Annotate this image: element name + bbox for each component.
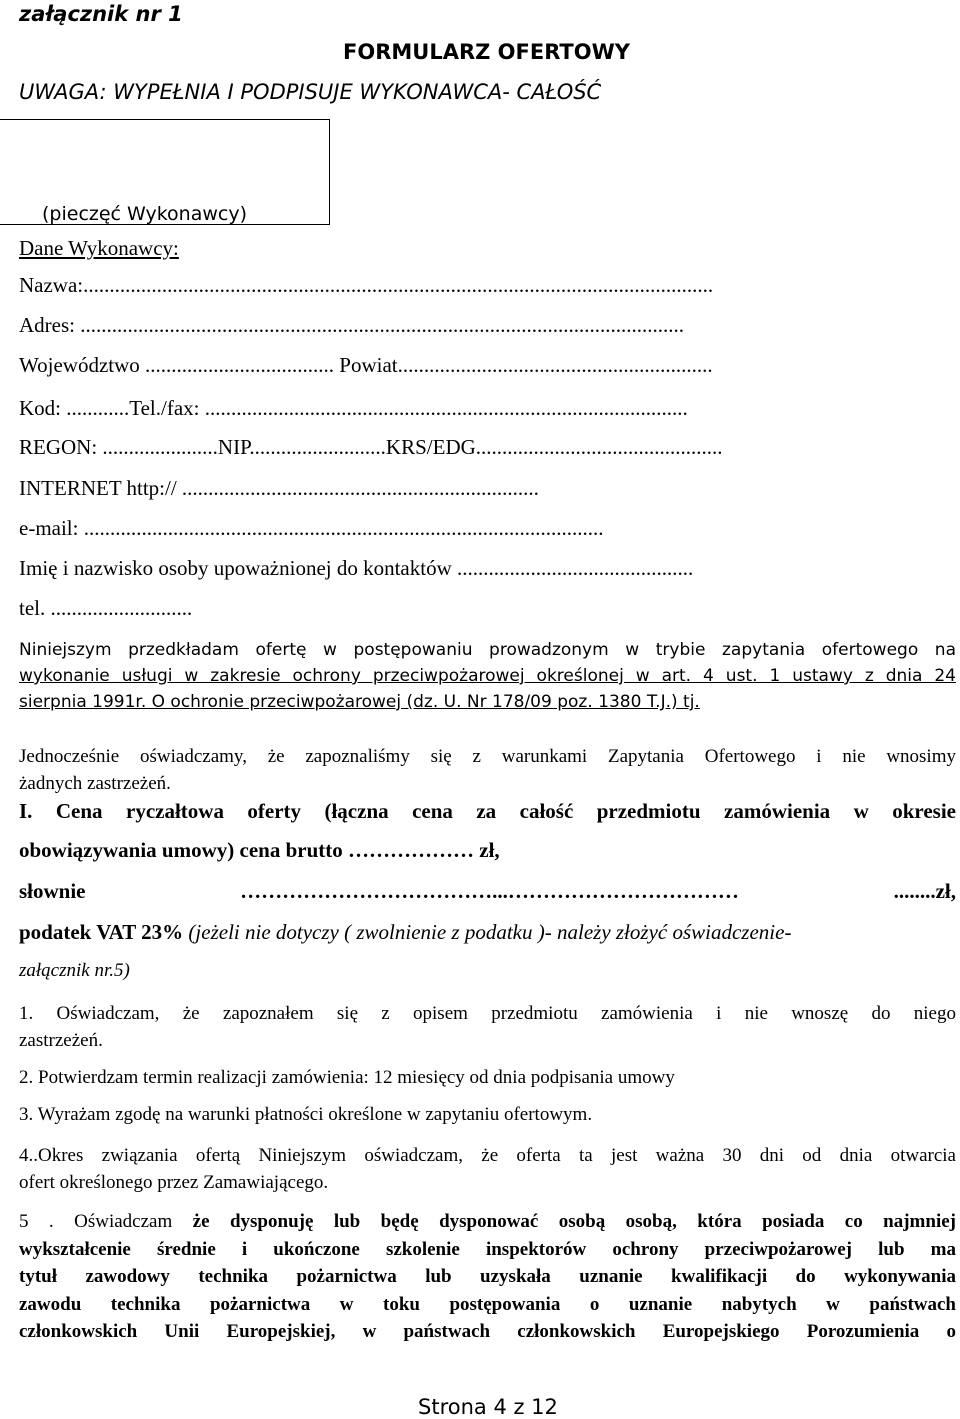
vat-label: podatek VAT 23% (19, 920, 189, 944)
point-4-line-1: 4..Okres związania ofertą Niniejszym oświadczam, że oferta ta jest ważna 30 dni od dnia otwarcia (19, 1145, 956, 1166)
district-dots: ............................................................ (397, 353, 713, 377)
point-5-line-5: członkowskich Unii Europejskiej, w państwach członkowskich Europejskiego Porozumienia o (19, 1321, 956, 1342)
offer-line-3: sierpnia 1991r. O ochronie przeciwpożarowej (dz. U. Nr 178/09 poz. 1380 T.J.) tj. (19, 692, 700, 712)
declaration-paragraph (19, 743, 956, 797)
page-number: Strona 4 z 12 (418, 1395, 558, 1419)
price-gross-field: obowiązywania umowy) cena brutto ……………… zł, (19, 838, 500, 862)
point-5-line-1-bold: że dysponuję lub będę dysponować osobą osobą, która posiada co najmniej (192, 1211, 956, 1232)
point-5-line-1 (19, 1208, 956, 1236)
declaration-line-1: Jednocześnie oświadczamy, że zapoznaliśmy się z warunkami Zapytania Ofertowego i nie wnosimy (19, 746, 956, 767)
price-line-1: I. Cena ryczałtowa oferty (łączna cena za całość przedmiotu zamówienia w okresie (19, 799, 956, 823)
vat-annex-note: załącznik nr.5) (19, 960, 130, 981)
contractor-address-field: Adres: ................................................................................................................... (19, 313, 684, 337)
contractor-name-field: Nazwa:........................................................................................................................ (19, 273, 714, 297)
contractor-regon-nip-field: REGON: ......................NIP..........................KRS/EDG............................................... (19, 435, 723, 459)
vat-row (19, 920, 791, 945)
contractor-code-phone-field: Kod: ............Tel./fax: ............................................................................................ (19, 396, 688, 420)
contractor-internet-field: INTERNET http:// .................................................................... (19, 476, 539, 500)
contractor-province-row (19, 353, 713, 378)
stamp-label: (pieczęć Wykonawcy) (42, 203, 248, 225)
point-5-line-2: wykształcenie średnie i ukończone szkolenie inspektorów ochrony przeciwpożarowej lub ma (19, 1238, 956, 1260)
point-2: 2. Potwierdzam termin realizacji zamówienia: 12 miesięcy od dnia podpisania umowy (19, 1067, 675, 1088)
fill-notice: UWAGA: WYPEŁNIA I PODPISUJE WYKONAWCA- CAŁOŚĆ (19, 80, 602, 104)
contractor-heading: Dane Wykonawcy: (19, 236, 179, 260)
point-1-line-1: 1. Oświadczam, że zapoznałem się z opisem przedmiotu zamówienia i nie wnoszę do niego (19, 1003, 956, 1024)
vat-note: (jeżeli nie dotyczy ( zwolnienie z podatku )- należy złożyć oświadczenie- (188, 920, 792, 944)
point-5-prefix: 5 . Oświadczam (19, 1211, 193, 1232)
point-5 (19, 1208, 956, 1346)
declaration-line-2: żadnych zastrzeżeń. (19, 773, 171, 794)
price-in-words-field: słownie ………………………………...…………………………… ........zł, (19, 879, 956, 903)
point-5-line-4: zawodu technika pożarnictwa w toku postępowania o uznanie nabytych w państwach (19, 1293, 956, 1315)
offer-paragraph (19, 637, 956, 715)
point-5-line-3: tytuł zawodowy technika pożarnictwa lub uzyskała uznanie kwalifikacji do wykonywania (19, 1266, 956, 1287)
price-heading (19, 797, 956, 825)
province-dots: .................................... (145, 353, 335, 377)
point-4-line-2: ofert określonego przez Zamawiającego. (19, 1172, 329, 1193)
point-4 (19, 1142, 956, 1196)
province-label: Województwo (19, 353, 140, 377)
point-1-line-2: zastrzeżeń. (19, 1030, 103, 1051)
contact-phone-field: tel. ........................... (19, 596, 193, 620)
point-1 (19, 1000, 956, 1054)
offer-line-1: Niniejszym przedkładam ofertę w postępowaniu prowadzonym w trybie zapytania ofertowego na (19, 640, 956, 660)
point-3: 3. Wyrażam zgodę na warunki płatności określone w zapytaniu ofertowym. (19, 1104, 593, 1125)
form-title: FORMULARZ OFERTOWY (343, 40, 630, 64)
offer-line-2: wykonanie usługi w zakresie ochrony przeciwpożarowej określonej w art. 4 ust. 1 ustawy z dnia 24 (19, 666, 956, 686)
contractor-email-field: e-mail: ................................................................................................... (19, 516, 604, 540)
attachment-label: załącznik nr 1 (19, 2, 183, 26)
district-label: Powiat (334, 353, 398, 377)
contact-person-field: Imię i nazwisko osoby upoważnionej do kontaktów ............................................. (19, 556, 694, 580)
